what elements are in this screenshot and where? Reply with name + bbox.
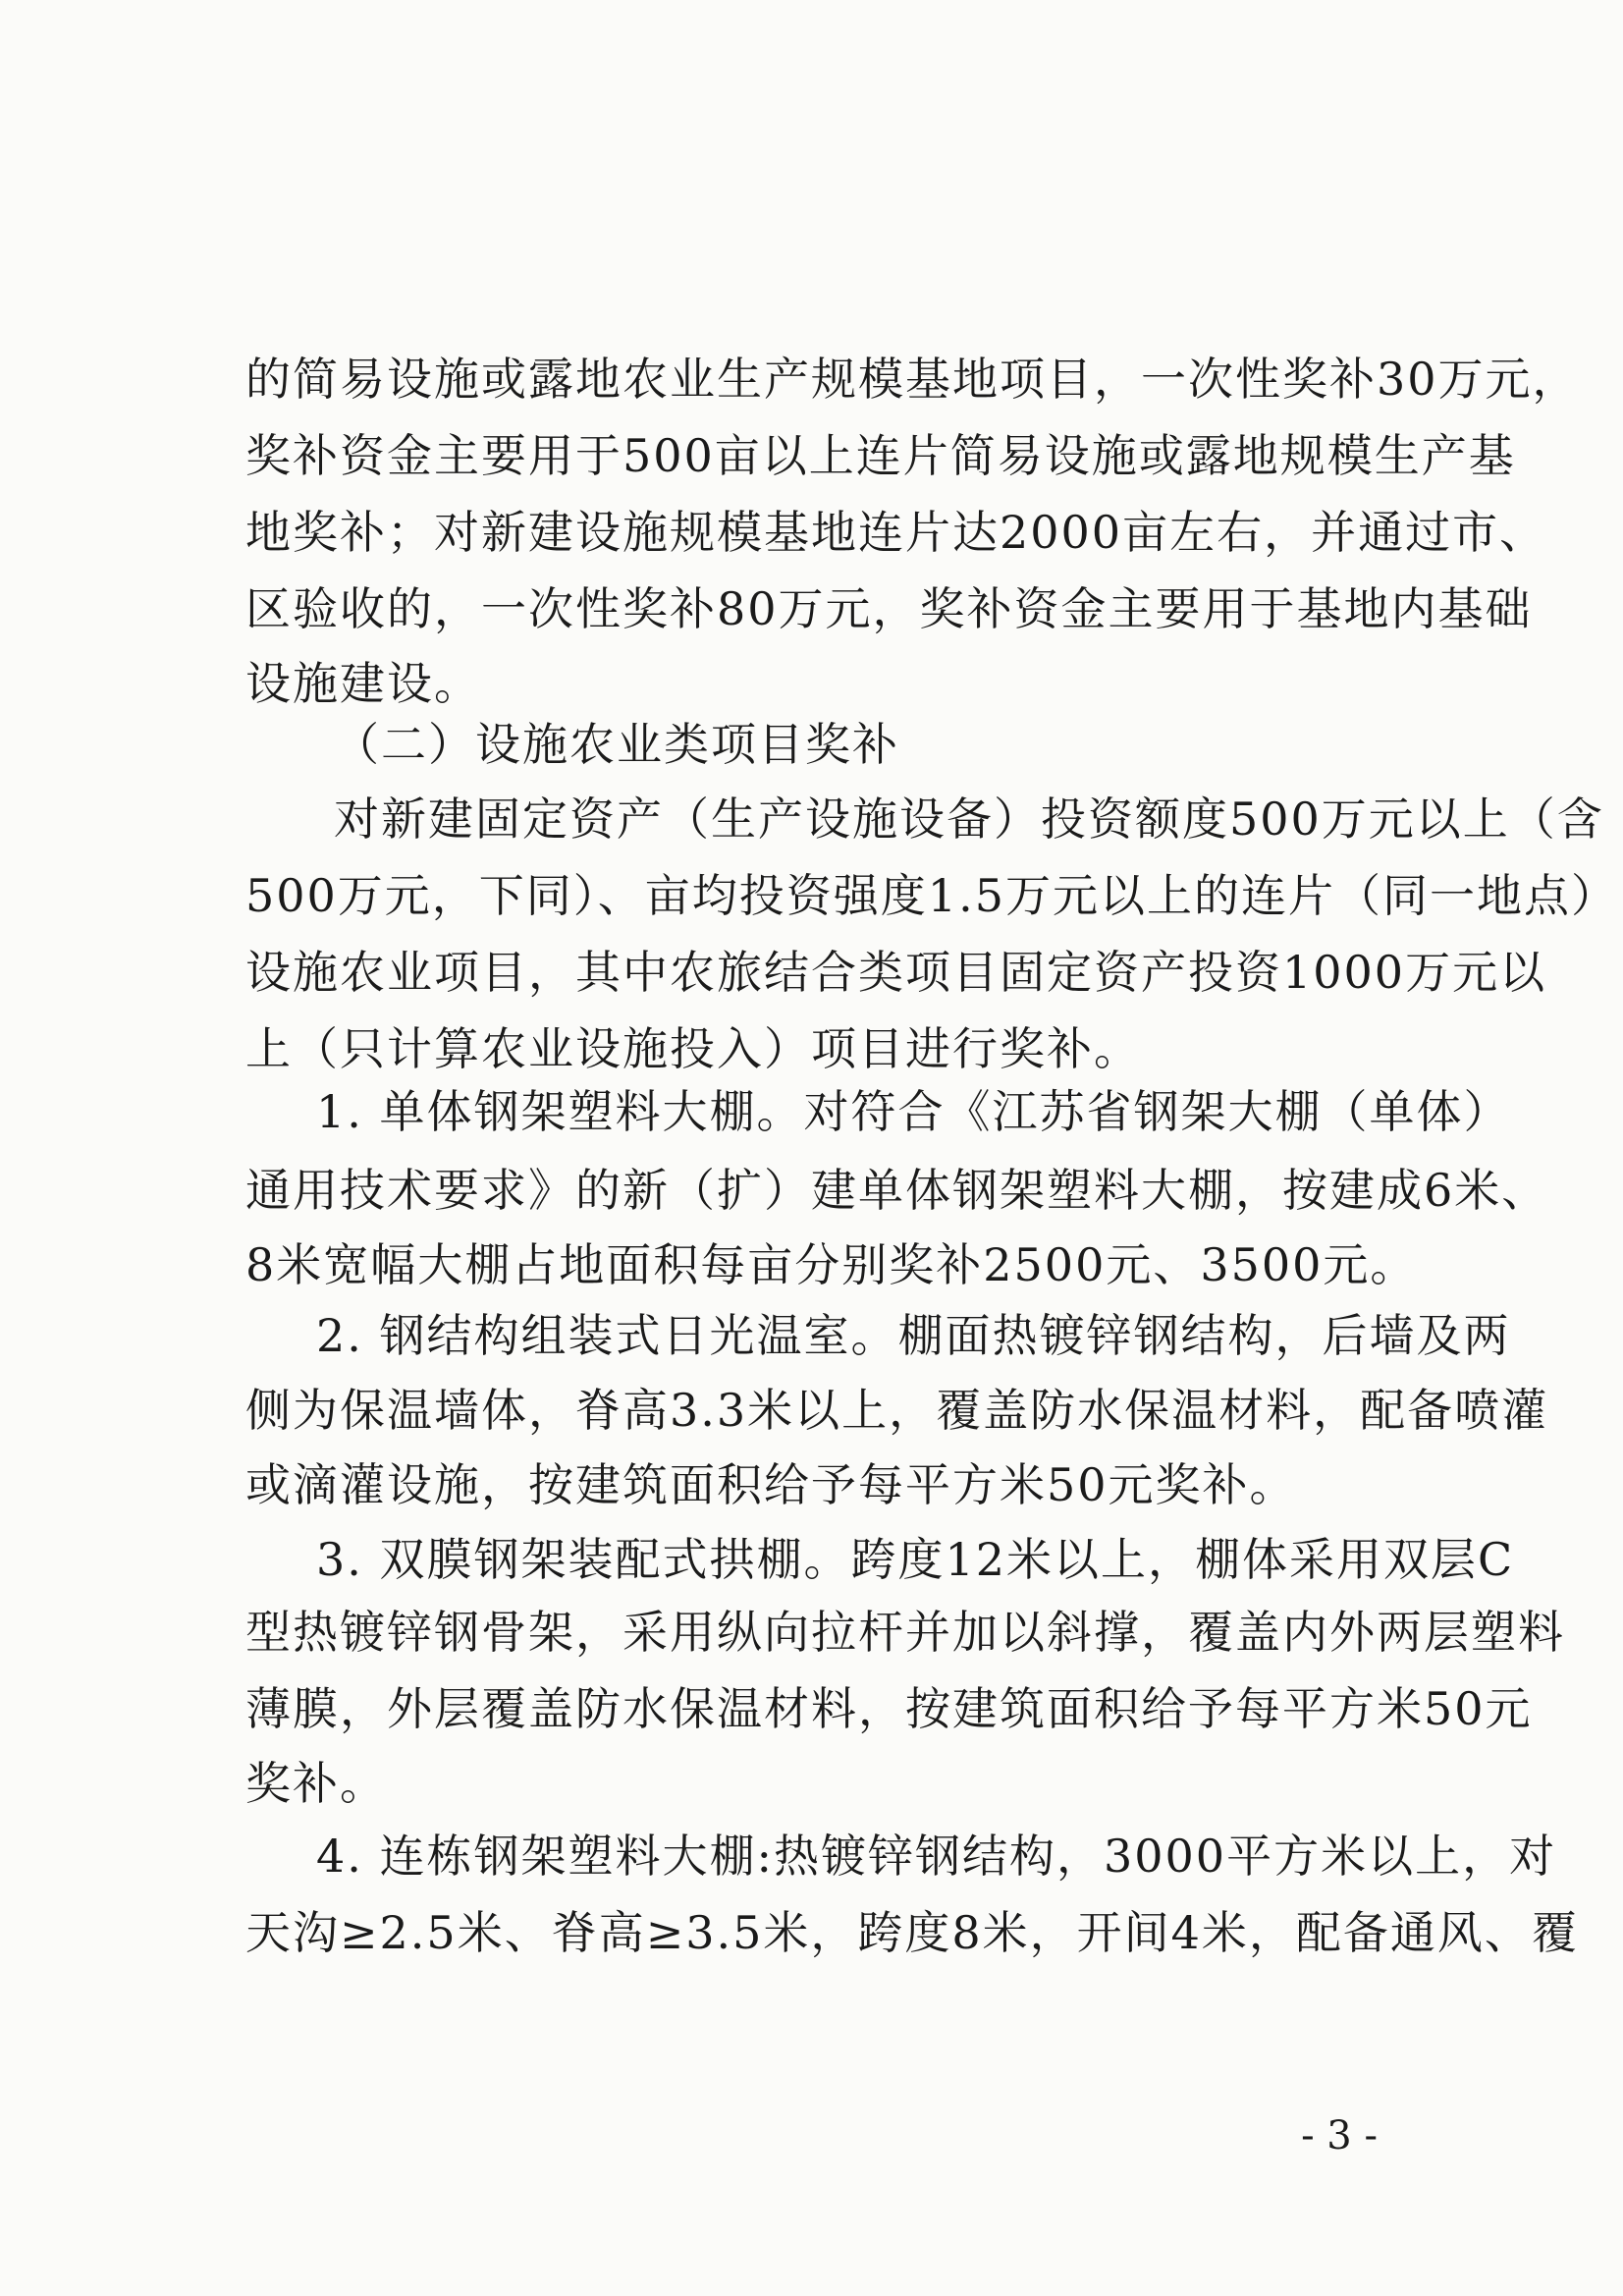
text-line: 奖补资金主要用于500亩以上连片简易设施或露地规模生产基 [245,429,1516,482]
text-line: 上（只计算农业设施投入）项目进行奖补。 [245,1022,1141,1075]
text-line: 侧为保温墙体，脊高3.3米以上，覆盖防水保温材料，配备喷灌 [245,1384,1549,1437]
section-heading: （二）设施农业类项目奖补 [334,718,899,771]
text-line: 薄膜，外层覆盖防水保温材料，按建筑面积给予每平方米50元 [245,1682,1533,1735]
list-item-line: 4. 连栋钢架塑料大棚:热镀锌钢结构，3000平方米以上，对 [316,1830,1557,1883]
text-line: 对新建固定资产（生产设施设备）投资额度500万元以上（含 [334,793,1604,846]
text-line: 或滴灌设施，按建筑面积给予每平方米50元奖补。 [245,1458,1297,1511]
text-line: 8米宽幅大棚占地面积每亩分别奖补2500元、3500元。 [245,1238,1418,1291]
list-item-line: 2. 钢结构组装式日光温室。棚面热镀锌钢结构，后墙及两 [316,1309,1511,1362]
text-line: 天沟≥2.5米、脊高≥3.5米，跨度8米，开间4米，配备通风、覆 [245,1906,1579,1959]
list-item-line: 1. 单体钢架塑料大棚。对符合《江苏省钢架大棚（单体） [316,1085,1511,1138]
text-line: 设施农业项目，其中农旅结合类项目固定资产投资1000万元以 [245,946,1547,999]
text-line: 型热镀锌钢骨架，采用纵向拉杆并加以斜撑，覆盖内外两层塑料 [245,1606,1565,1659]
text-line: 设施建设。 [245,657,481,710]
text-line: 地奖补；对新建设施规模基地连片达2000亩左右，并通过市、 [245,506,1547,559]
text-line: 奖补。 [245,1757,387,1810]
text-line: 的简易设施或露地农业生产规模基地项目，一次性奖补30万元， [245,353,1580,406]
text-line: 区验收的，一次性奖补80万元，奖补资金主要用于基地内基础 [245,582,1533,635]
text-line: 通用技术要求》的新（扩）建单体钢架塑料大棚，按建成6米、 [245,1164,1549,1217]
page-number: - 3 - [1301,2113,1378,2159]
list-item-line: 3. 双膜钢架装配式拱棚。跨度12米以上，棚体采用双层C [316,1533,1515,1586]
text-line: 500万元，下同）、亩均投资强度1.5万元以上的连片（同一地点） [245,869,1618,922]
